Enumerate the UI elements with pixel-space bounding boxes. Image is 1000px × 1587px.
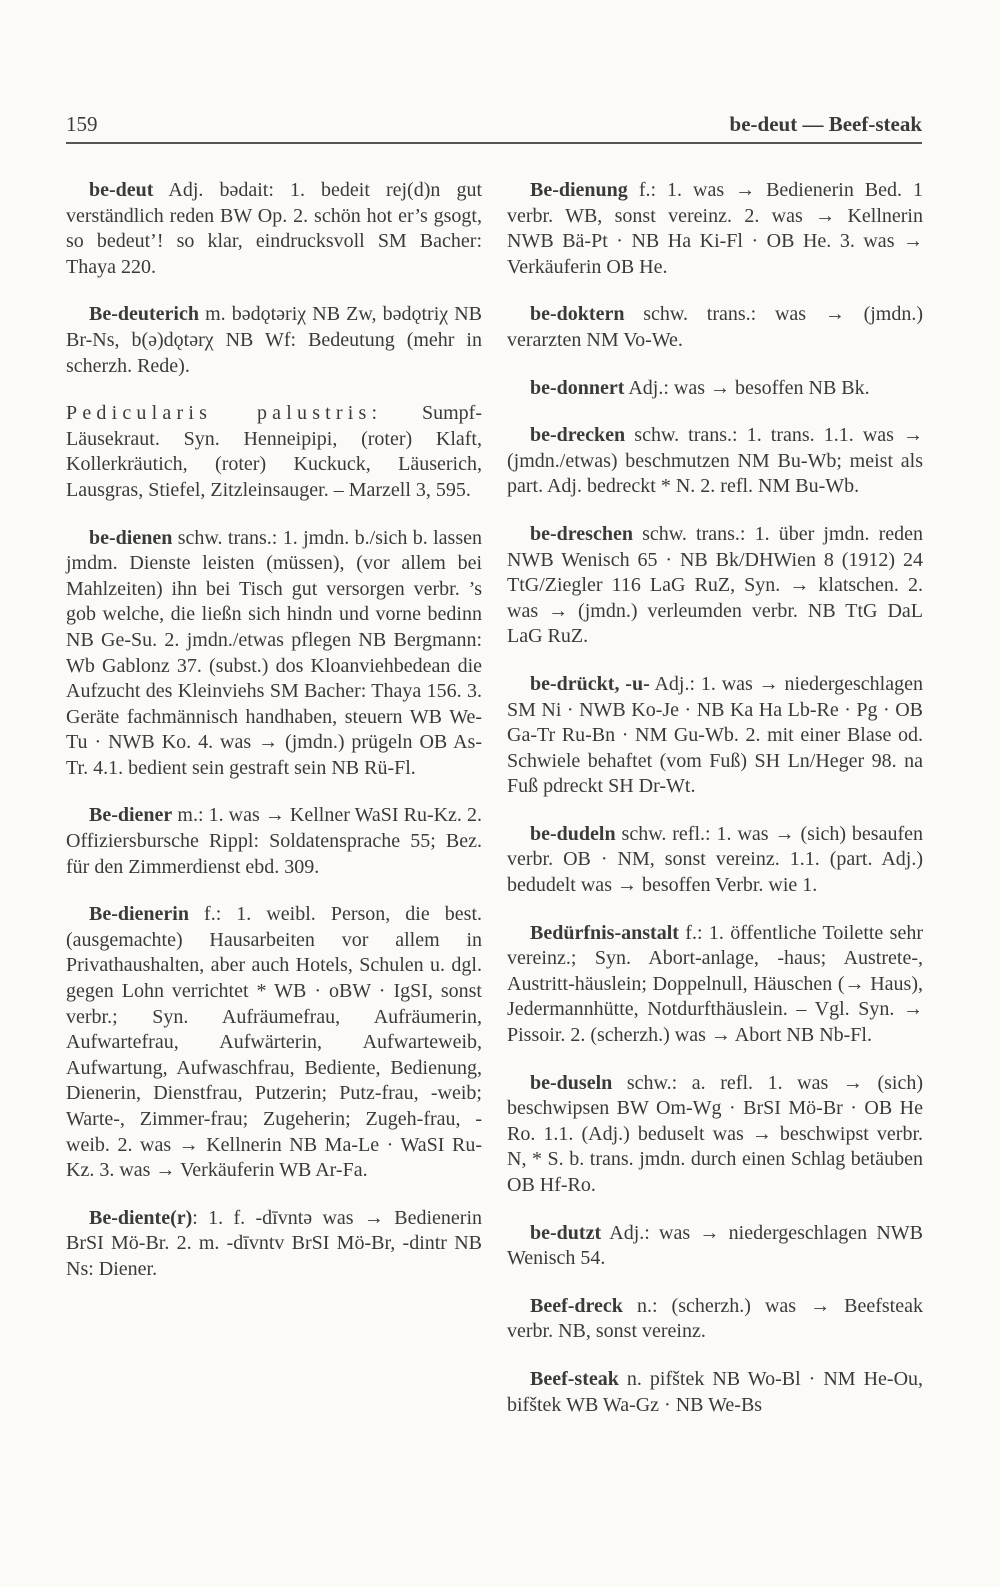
- entry-body: n. pifštek NB Wo-Bl · NM He-Ou, bifštek WB Wa-Gz · NB We-Bs: [507, 1367, 924, 1416]
- headword: be-drückt, -u-: [530, 672, 650, 695]
- headword: be-doktern: [530, 303, 625, 326]
- entry-be-diente: [66, 1206, 482, 1283]
- headword: Be-deuterich: [89, 303, 199, 326]
- entry-body: f.: 1. weibl. Person, die best. (ausgemachte) Hausarbeiten vor allem in Privathaushalten, aber auch Hotels, Schulen u. dgl. gegen Lohn verrichtet * WB · oBW · IgSI, sonst verbr.; Syn. Aufräumefrau, Aufräumerin, Aufwartefrau, Aufwärterin, Aufwarteweib, Aufwartung, Aufwaschfrau, Bediente, Bedienung, Dienerin, Dienstfrau, Putzerin; Putz-frau, -weib; Warte-, Zimmer-frau; Zugeherin; Zugeh-frau, -weib. 2. was → Kellnerin NB Ma-Le · WaSI Ru-Kz. 3. was → Verkäuferin WB Ar-Fa.: [66, 903, 482, 1182]
- headword: be-donnert: [530, 376, 625, 399]
- headword: Be-dienerin: [89, 903, 189, 926]
- headword: Be-diener: [89, 804, 173, 827]
- entry-beef-dreck: [507, 1294, 923, 1345]
- headword: Beef-steak: [530, 1367, 619, 1390]
- entry-be-deut: [66, 178, 482, 280]
- entry-be-dienung: [507, 178, 923, 280]
- entry-beef-steak: [507, 1367, 923, 1418]
- entry-be-dutzt: [507, 1221, 923, 1272]
- entry-body: schw. trans.: 1. jmdn. b./sich b. lassen jmdm. Dienste leisten (müssen), (vor allem bei Mahlzeiten) ihn bei Tisch gut versorgen verbr. ’s gob welche, die ließn sich hindn und vorne bedinn NB Ge-Su. 2. jmdn./etwas pflegen NB Bergmann: Wb Gablonz 37. (subst.) dos Kloanviehbedean die Aufzucht des Kleinviehs SM Bacher: Thaya 156. 3. Geräte fachmännisch handhaben, steuern WB We-Tu · NWB Ko. 4. was → (jmdn.) prügeln OB As-Tr. 4.1. bedient sein gestraft sein NB Rü-Fl.: [66, 526, 482, 779]
- entry-body: : 1. f. -dīvntə was → Bedienerin BrSI Mö-Br. 2. m. -dīvntv BrSI Mö-Br, -dintr NB Ns: Diener.: [66, 1206, 482, 1280]
- headword: be-duseln: [530, 1071, 613, 1094]
- entry-be-dudeln: [507, 822, 923, 899]
- entry-body: Adj.: was → besoffen NB Bk.: [628, 376, 870, 399]
- entry-pedicularis: [66, 401, 482, 503]
- headword: be-dreschen: [530, 522, 633, 545]
- entry-be-dienerin: [66, 902, 482, 1184]
- entry-be-diener: [66, 803, 482, 880]
- entry-body: Adj.: was → niedergeschlagen NWB Wenisch 54.: [507, 1221, 923, 1270]
- entry-be-drueckt: [507, 672, 923, 800]
- entry-body: schw. trans.: 1. trans. 1.1. was → (jmdn./etwas) beschmutzen NM Bu-Wb; meist als part. Adj. bedreckt * N. 2. refl. NM Bu-Wb.: [507, 424, 924, 498]
- page-number: 159: [66, 112, 98, 136]
- entry-body: schw. trans.: 1. über jmdn. reden NWB Wenisch 65 · NB Bk/DHWien 8 (1912) 24 TtG/Ziegler 116 LaG RuZ, Syn. → klatschen. 2. was → (jmdn.) verleumden verbr. NB TtG DaL LaG RuZ.: [507, 522, 923, 648]
- entry-body: f.: 1. öffentliche Toilette sehr vereinz.; Syn. Abort-anlage, -haus; Austrete-, Austritt-häuslein; Doppelnull, Häuschen (→ Haus), Jedermannhütte, Notdurfthäuslein. – Vgl. Syn. → Pissoir. 2. (scherzh.) was → Abort NB Nb-Fl.: [507, 921, 923, 1047]
- left-column: [66, 178, 482, 1305]
- headword: be-dudeln: [530, 822, 616, 845]
- headword: be-drecken: [530, 424, 626, 447]
- entry-body: n.: (scherzh.) was → Beefsteak verbr. NB, sonst vereinz.: [507, 1294, 923, 1343]
- headword: Bedürfnis-anstalt: [530, 921, 679, 944]
- entry-be-dreschen: [507, 522, 923, 650]
- entry-body: schw. refl.: 1. was → (sich) besaufen verbr. OB · NM, sonst vereinz. 1.1. (part. Adj.) bedudelt was → besoffen Verbr. wie 1.: [507, 822, 923, 897]
- headword: be-deut: [89, 179, 154, 201]
- headword: be-dutzt: [530, 1221, 602, 1244]
- entry-be-duseln: [507, 1071, 923, 1199]
- header-rule: [66, 142, 922, 144]
- headword: be-dienen: [89, 526, 173, 549]
- entry-body: m.: 1. was → Kellner WaSI Ru-Kz. 2. Offiziersbursche Rippl: Soldatensprache 55; Bez. für den Zimmerdienst ebd. 309.: [66, 804, 482, 878]
- entry-body: schw. trans.: was → (jmdn.) verarzten NM Vo-We.: [507, 303, 924, 351]
- entry-be-doktern: [507, 302, 923, 353]
- right-column: [507, 178, 923, 1440]
- headword: Be-diente(r): [89, 1206, 193, 1229]
- headword: Be-dienung: [530, 179, 628, 201]
- entry-be-dienen: [66, 526, 482, 782]
- entry-be-donnert: [507, 376, 923, 402]
- entry-body: m. bədǫtəriχ NB Zw, bədǫtriχ NB Br-Ns, b(ə)dǫtərχ NB Wf: Bedeutung (mehr in scherzh. Rede).: [66, 303, 483, 377]
- running-head: be-deut — Beef-steak: [729, 112, 922, 136]
- entry-be-drecken: [507, 423, 923, 500]
- spaced-lead: Pedicularis palustris:: [66, 402, 383, 425]
- entry-beduerfnis-anstalt: [507, 921, 923, 1049]
- entry-be-deuterich: [66, 302, 482, 379]
- entry-body: Adj.: 1. was → niedergeschlagen SM Ni · NWB Ko-Je · NB Ka Ha Lb-Re · Pg · OB Ga-Tr Ru-Bn · NM Gu-Wb. 2. mit einer Blase od. Schwiele behaftet (vom Fuß) SH Ln/Heger 98. na Fuß pdreckt SH Dr-Wt.: [507, 672, 923, 798]
- headword: Beef-dreck: [530, 1294, 623, 1317]
- entry-body: Adj. bədait: 1. bedeit rej(d)n gut verständlich reden BW Op. 2. schön hot er’s gsogt, so bedeut’! so klar, eindrucksvoll SM Bacher: Thaya 220.: [66, 179, 482, 278]
- page-header: [66, 112, 922, 144]
- entry-body: schw.: a. refl. 1. was → (sich) beschwipsen BW Om-Wg · BrSI Mö-Br · OB He Ro. 1.1. (Adj.) beduselt was → beschwipst verbr. N, * S. b. trans. jmdn. durch einen Schlag betäuben OB Hf-Ro.: [507, 1071, 923, 1196]
- entry-body: f.: 1. was → Bedienerin Bed. 1 verbr. WB, sonst vereinz. 2. was → Kellnerin NWB Bä-Pt · NB Ha Ki-Fl · OB He. 3. was → Verkäuferin OB He.: [507, 179, 924, 278]
- entry-body: Sumpf-Läusekraut. Syn. Henneipipi, (roter) Klaft, Kollerkräutich, (roter) Kuckuck, Läuserich, Lausgras, Stiefel, Zitzleinsauger. – Marzell 3, 595.: [66, 402, 482, 501]
